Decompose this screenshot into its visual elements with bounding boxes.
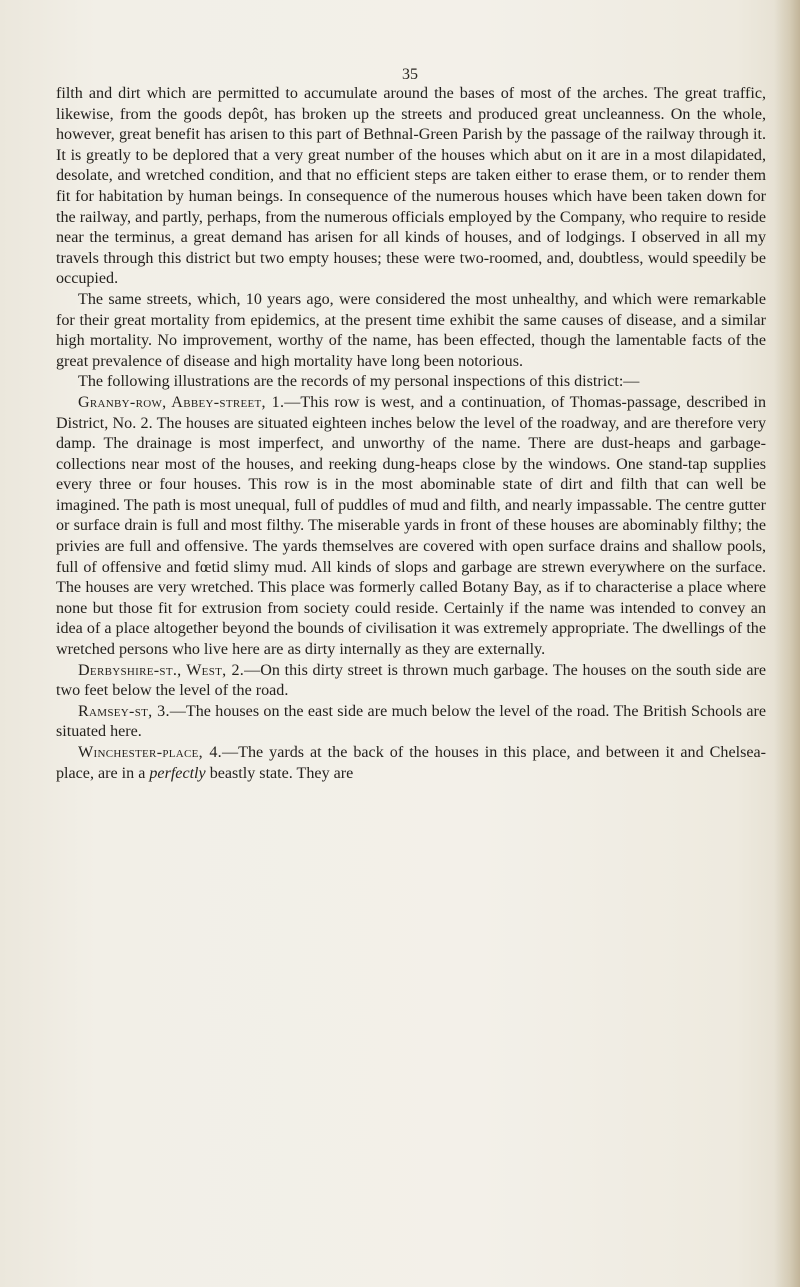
paragraph-ramsey-st: [56, 702, 766, 743]
paragraph-2: [56, 290, 766, 372]
paragraph-text: —The yards at the back of the houses in this place, and between it and Chelsea-place, are in a: [56, 744, 766, 782]
paragraph-derbyshire-st: [56, 661, 766, 702]
paragraph-text: The following illustrations are the records of my personal inspections of this district:—: [78, 373, 640, 391]
paragraph-3: [56, 372, 766, 393]
paragraph-text: —The houses on the east side are much below the level of the road. The British Schools are situated here.: [56, 702, 767, 741]
paragraph-1: [56, 84, 766, 290]
paragraph-winchester-place: [56, 743, 766, 784]
emphasis-text: perfectly: [149, 764, 206, 782]
section-heading: Ramsey-st, 3.: [78, 702, 170, 720]
paragraph-text: —This row is west, and a continuation, of Thomas-passage, described in District, No. 2. The houses are situated eighteen inches below the level of the roadway, and are therefore very damp. The drainage is most imperfect, and unworthy of the name. There are dust-heaps and garbage-collections near most of the houses, and reeking dung-heaps close by the windows. One stand-tap supplies every three or four houses. This row is in the most abominable state of dirt and filth that can well be imagined. The path is most unequal, full of puddles of mud and filth, and nearly impassable. The centre gutter or surface drain is full and most filthy. The miserable yards in front of these houses are abominably filthy; the privies are full and offensive. The yards themselves are covered with open surface drains and shallow pools, full of offensive and fœtid slimy mud. All kinds of slops and garbage are strewn everywhere on the surface. The houses are very wretched. This place was formerly called Botany Bay, as if to characterise a place where none but those fit for extrusion from society could reside. Certainly if the name was intended to convey an idea of a place altogether beyond the bounds of civilisation it was extremely appropriate. The dwellings of the wretched persons who live here are as dirty internally as they are externally.: [56, 393, 766, 659]
paragraph-text: —On this dirty street is thrown much garbage. The houses on the south side are two feet below the level of the road.: [56, 661, 766, 700]
section-heading: Derbyshire-st., West, 2.: [78, 661, 245, 679]
paragraph-text: beastly state. They are: [205, 764, 354, 782]
section-heading: Granby-row, Abbey-street, 1.: [78, 393, 285, 411]
paragraph-text: The same streets, which, 10 years ago, were considered the most unhealthy, and which were remarkable for their great mortality from epidemics, at the present time exhibit the same causes of disease, and a similar high mortality. No improvement, worthy of the name, has been effected, though the lamentable facts of the great prevalence of disease and high mortality have long been notorious.: [56, 290, 766, 370]
page-edge-shadow: [774, 0, 800, 1287]
paragraph-granby-row: [56, 393, 766, 661]
section-heading: Winchester-place, 4.: [78, 744, 223, 761]
paragraph-text: filth and dirt which are permitted to accumulate around the bases of most of the arches. The great traffic, likewise, from the goods depôt, has broken up the streets and produced great uncleanness. On the whole, however, great benefit has arisen to this part of Bethnal-Green Parish by the passage of the railway through it. It is greatly to be deplored that a very great number of the houses which abut on it are in a most dilapidated, desolate, and wretched condition, and that no efficient steps are taken either to erase them, or to render them fit for habitation by human beings. In consequence of the numerous houses which have been taken down for the railway, and partly, perhaps, from the numerous officials employed by the Company, who require to reside near the terminus, a great demand has arisen for all kinds of houses, and of lodgings. I observed in all my travels through this district but two empty houses; these were two-roomed, and, doubtless, would speedily be occupied.: [56, 85, 766, 288]
body-text: [56, 84, 766, 784]
page-number: 35: [402, 66, 418, 83]
